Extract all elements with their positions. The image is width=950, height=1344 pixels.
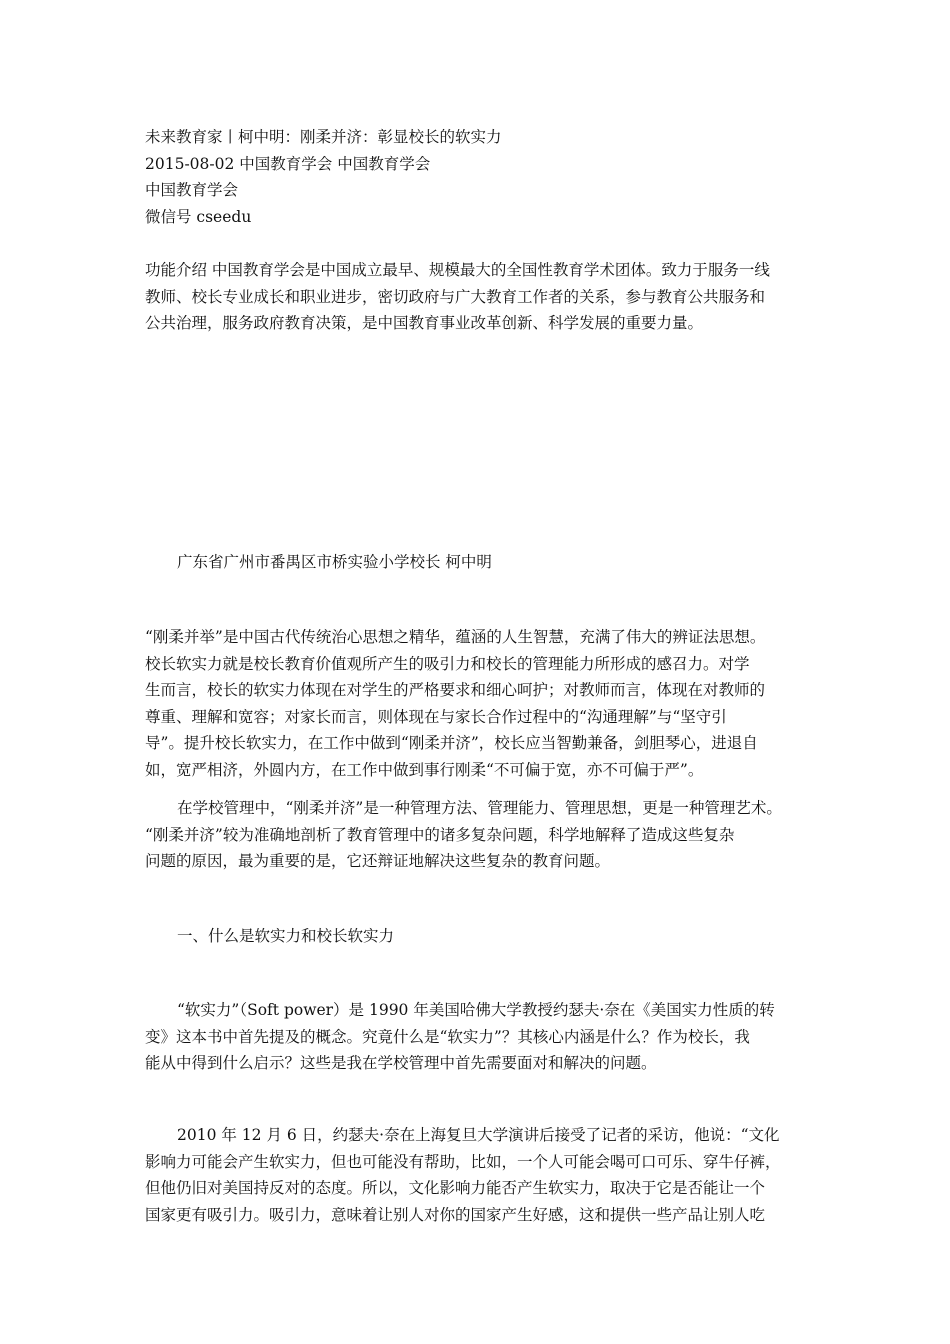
intro-line: 教师、校长专业成长和职业进步，密切政府与广大教育工作者的关系，参与教育公共服务和 [145,287,766,306]
paragraph-line: 校长软实力就是校长教育价值观所产生的吸引力和校长的管理能力所形成的感召力。对学 [145,654,750,673]
paragraph-line: 能从中得到什么启示？这些是我在学校管理中首先需要面对和解决的问题。 [145,1054,657,1072]
author-line [145,549,810,576]
paragraph-3 [145,997,810,1077]
paragraph-line: 导”。提升校长软实力，在工作中做到“刚柔并济”，校长应当智勤兼备，剑胆琴心，进退自 [145,734,758,752]
paragraph-4 [145,1122,810,1228]
paragraph-1 [145,624,810,783]
paragraph-line: “刚柔并济”较为准确地剖析了教育管理中的诸多复杂问题，科学地解释了造成这些复杂 [145,825,735,844]
paragraph-line: 影响力可能会产生软实力，但也可能没有帮助，比如，一个人可能会喝可口可乐、穿牛仔裤， [145,1152,781,1171]
paragraph-line: 问题的原因，最为重要的是，它还辩证地解决这些复杂的教育问题。 [145,852,611,870]
intro-line: 功能介绍 中国教育学会是中国成立最早、规模最大的全国性教育学术团体。致力于服务一线 [145,261,770,279]
document-header [145,124,810,230]
section-heading [145,923,810,950]
account-intro [145,257,810,337]
paragraph-line: 2010 年 12 月 6 日，约瑟夫·奈在上海复旦大学演讲后接受了记者的采访，他说：“文化 [177,1126,780,1144]
paragraph-line: “刚柔并举”是中国古代传统治心思想之精华，蕴涵的人生智慧，充满了伟大的辨证法思想。 [145,628,766,646]
paragraph-line: “软实力”（Soft power）是 1990 年美国哈佛大学教授约瑟夫·奈在《美国实力性质的转 [177,1001,775,1019]
wechat-id: 微信号 cseedu [145,207,252,226]
intro-line: 公共治理，服务政府教育决策，是中国教育事业改革创新、科学发展的重要力量。 [145,314,704,332]
paragraph-line: 国家更有吸引力。吸引力，意味着让别人对你的国家产生好感，这和提供一些产品让别人吃 [145,1205,766,1224]
account-name: 中国教育学会 [145,181,239,199]
paragraph-line: 但他仍旧对美国持反对的态度。所以，文化影响力能否产生软实力，取决于它是否能让一个 [145,1179,766,1197]
section-heading-text: 一、什么是软实力和校长软实力 [177,927,395,945]
paragraph-line: 如，宽严相济，外圆内方，在工作中做到事行刚柔“不可偏于宽，亦不可偏于严”。 [145,760,704,779]
paragraph-line: 生而言，校长的软实力体现在对学生的严格要求和细心呵护；对教师而言，体现在对教师的 [145,681,766,699]
paragraph-line: 变》这本书中首先提及的概念。究竟什么是“软实力”？其核心内涵是什么？作为校长，我 [145,1027,750,1046]
paragraph-2 [145,795,810,875]
paragraph-line: 尊重、理解和宽容；对家长而言，则体现在与家长合作过程中的“沟通理解”与“坚守引 [145,707,727,726]
publish-meta: 2015-08-02 中国教育学会 中国教育学会 [145,154,431,173]
author-text: 广东省广州市番禺区市桥实验小学校长 柯中明 [177,553,492,571]
paragraph-line: 在学校管理中，“刚柔并济”是一种管理方法、管理能力、管理思想，更是一种管理艺术。 [177,799,782,817]
article-title: 未来教育家丨柯中明：刚柔并济：彰显校长的软实力 [145,128,502,146]
